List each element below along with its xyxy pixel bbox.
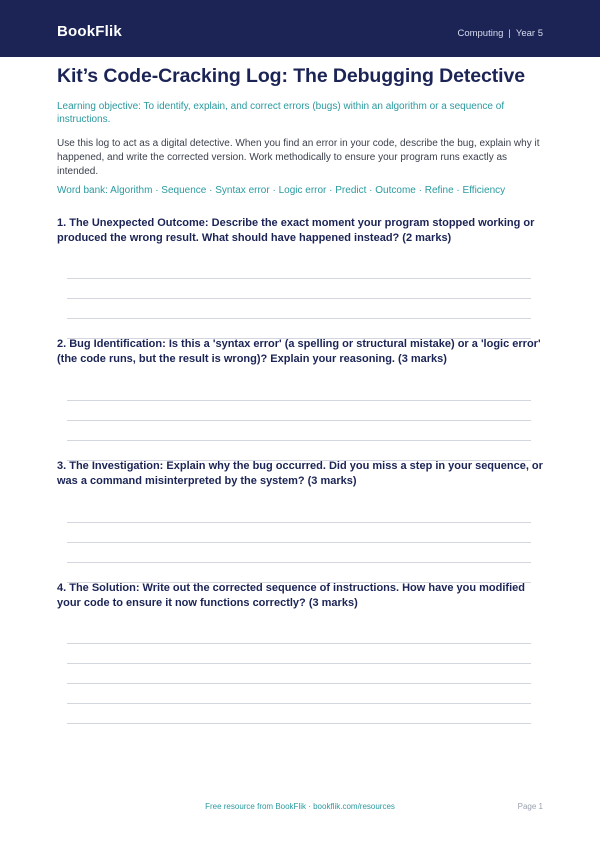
question-2: 2. Bug Identification: Is this a 'syntax error' (a spelling or structural mistake) or a 'logic error' (the code runs, but the result is wrong)? Explain your reasoning. (3 marks) <box>57 338 541 365</box>
answer-line[interactable] <box>67 298 531 299</box>
answer-line[interactable] <box>67 643 531 644</box>
question-4: 4. The Solution: Write out the corrected sequence of instructions. How have you modified your code to ensure it now functions correctly? (3 marks) <box>57 582 525 609</box>
subject-label: Computing <box>457 28 504 39</box>
question-1: 1. The Unexpected Outcome: Describe the exact moment your program stopped working or produced the wrong result. What should have happened instead? (2 marks) <box>57 217 535 244</box>
answer-line[interactable] <box>67 703 531 704</box>
answer-line[interactable] <box>67 522 531 523</box>
answer-line[interactable] <box>67 278 531 279</box>
answer-line[interactable] <box>67 440 531 441</box>
answer-line[interactable] <box>67 542 531 543</box>
brand-logo: BookFlik <box>57 23 122 40</box>
answer-line[interactable] <box>67 663 531 664</box>
subject-year-label <box>457 28 543 39</box>
learning-objective: Learning objective: To identify, explain, and correct errors (bugs) within an algorithm or a sequence of instructions. <box>57 101 505 125</box>
worksheet-title: Kit’s Code-Cracking Log: The Debugging Detective <box>57 65 525 87</box>
intro-paragraph: Use this log to act as a digital detective. When you find an error in your code, describe the bug, explain why it happened, and write the corrected version. Work methodically to ensure your program runs exactly as intended. <box>57 138 540 177</box>
page-header <box>0 0 600 57</box>
answer-line[interactable] <box>67 723 531 724</box>
footer-resource-link[interactable]: Free resource from BookFlik · bookflik.com/resources <box>205 802 395 811</box>
separator: | <box>508 28 511 39</box>
answer-line[interactable] <box>67 318 531 319</box>
word-bank: Word bank: Algorithm · Sequence · Syntax error · Logic error · Predict · Outcome · Refine · Efficiency <box>57 185 506 196</box>
answer-line[interactable] <box>67 683 531 684</box>
page-number: Page 1 <box>517 802 543 811</box>
answer-line[interactable] <box>67 420 531 421</box>
answer-line[interactable] <box>67 400 531 401</box>
year-label: Year 5 <box>515 28 543 39</box>
answer-line[interactable] <box>67 562 531 563</box>
question-3: 3. The Investigation: Explain why the bug occurred. Did you miss a step in your sequence, or was a command misinterpreted by the system? (3 marks) <box>57 460 543 487</box>
